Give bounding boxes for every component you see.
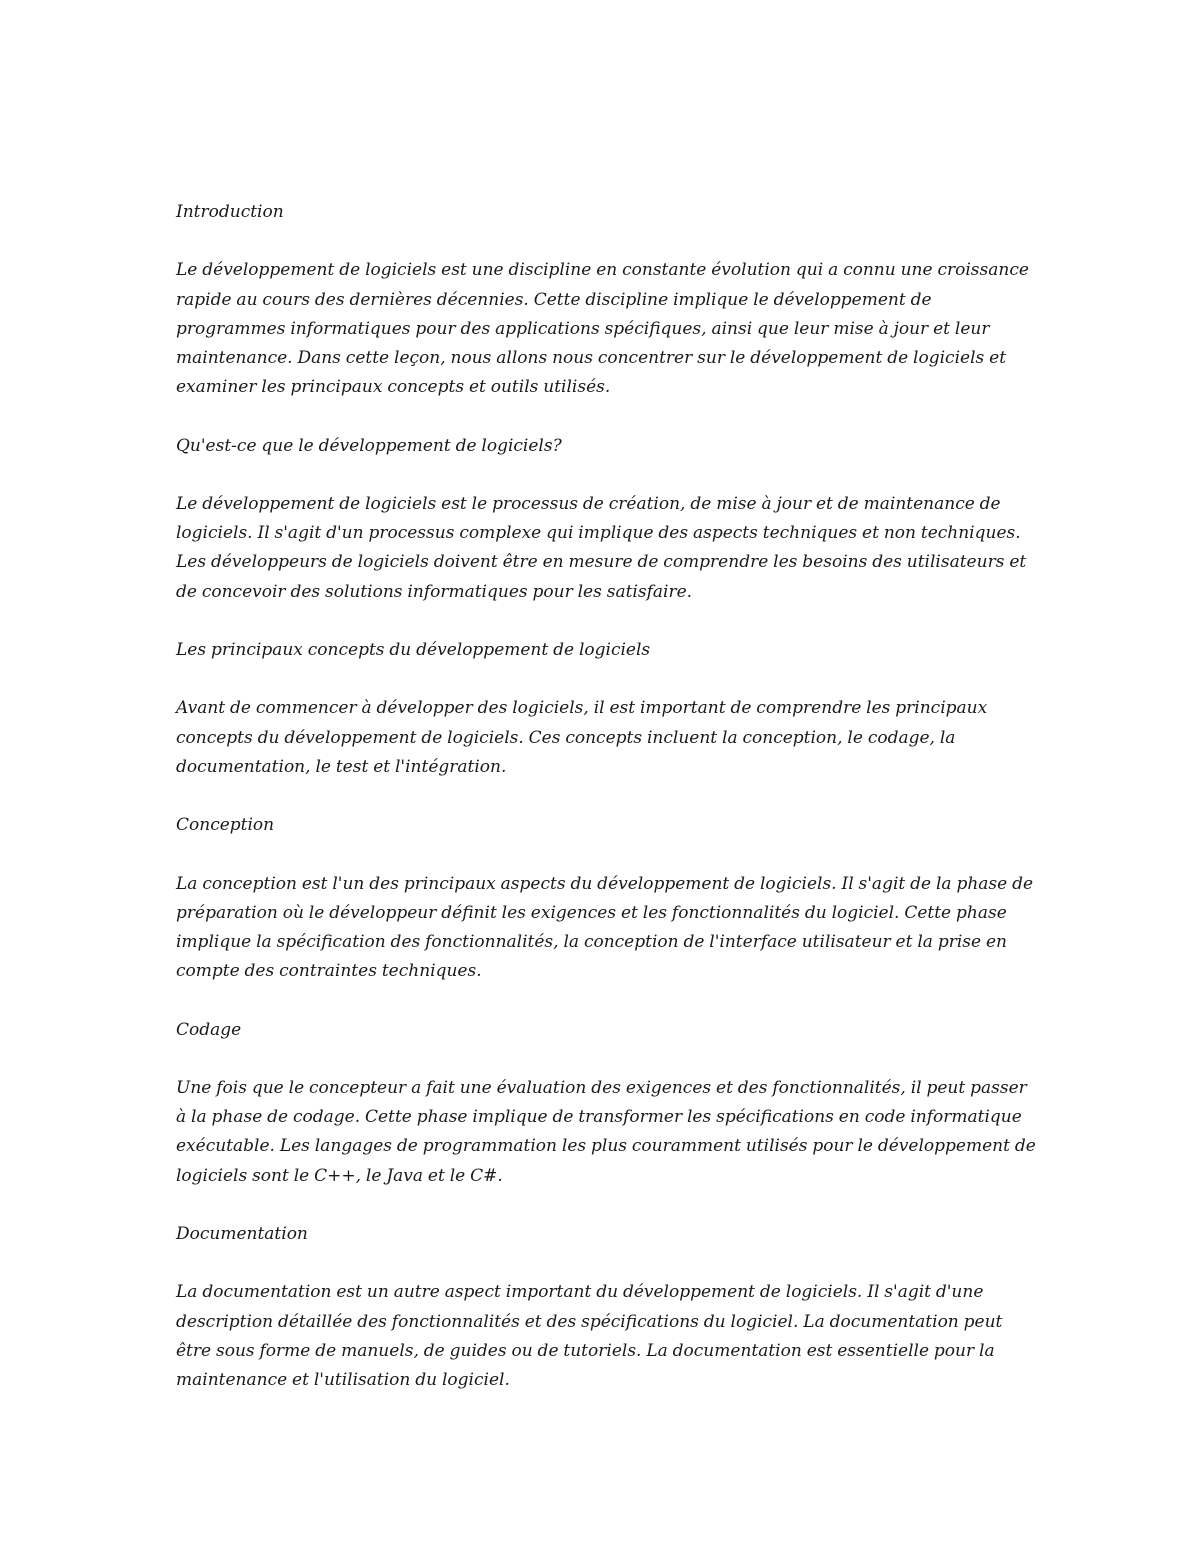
section-heading-introduction: Introduction	[176, 202, 284, 222]
section-body-codage: Une fois que le concepteur a fait une évaluation des exigences et des fonctionnalités, il peut passer à la phase de codage. Cette phase implique de transformer les spécifications en code informatique exécutable. Les langages de programmation les plus couramment utilisés pour le développement de logiciels sont le C++, le Java et le C#.	[176, 1077, 1036, 1186]
section-body-main-concepts: Avant de commencer à développer des logiciels, il est important de comprendre les principaux concepts du développement de logiciels. Ces concepts incluent la conception, le codage, la documentation, le test et l'intégration.	[176, 698, 988, 777]
document-page	[176, 198, 1036, 1395]
section-body-conception: La conception est l'un des principaux aspects du développement de logiciels. Il s'agit de la phase de préparation où le développeur définit les exigences et les fonctionnalités du logiciel. Cette phase implique la spécification des fonctionnalités, la conception de l'interface utilisateur et la prise en compte des contraintes techniques.	[176, 873, 1034, 982]
section-heading-documentation: Documentation	[176, 1223, 308, 1244]
section-body-what-is: Le développement de logiciels est le processus de création, de mise à jour et de maintenance de logiciels. Il s'agit d'un processus complexe qui implique des aspects techniques et non techniques. Les développeurs de logiciels doivent être en mesure de comprendre les besoins des utilisateurs et de concevoir des solutions informatiques pour les satisfaire.	[176, 493, 1027, 602]
section-heading-conception: Conception	[176, 815, 275, 836]
section-heading-codage: Codage	[176, 1019, 242, 1040]
section-body-introduction: Le développement de logiciels est une discipline en constante évolution qui a connu une croissance rapide au cours des dernières décennies. Cette discipline implique le développement de programmes informatiques pour des applications spécifiques, ainsi que leur mise à jour et leur maintenance. Dans cette leçon, nous allons nous concentrer sur le développement de logiciels et examiner les principaux concepts et outils utilisés.	[176, 260, 1029, 398]
section-heading-what-is: Qu'est-ce que le développement de logiciels?	[176, 435, 562, 456]
section-body-documentation: La documentation est un autre aspect important du développement de logiciels. Il s'agit d'une description détaillée des fonctionnalités et des spécifications du logiciel. La documentation peut être sous forme de manuels, de guides ou de tutoriels. La documentation est essentielle pour la maintenance et l'utilisation du logiciel.	[176, 1282, 1003, 1390]
section-heading-main-concepts: Les principaux concepts du développement de logiciels	[176, 639, 651, 660]
